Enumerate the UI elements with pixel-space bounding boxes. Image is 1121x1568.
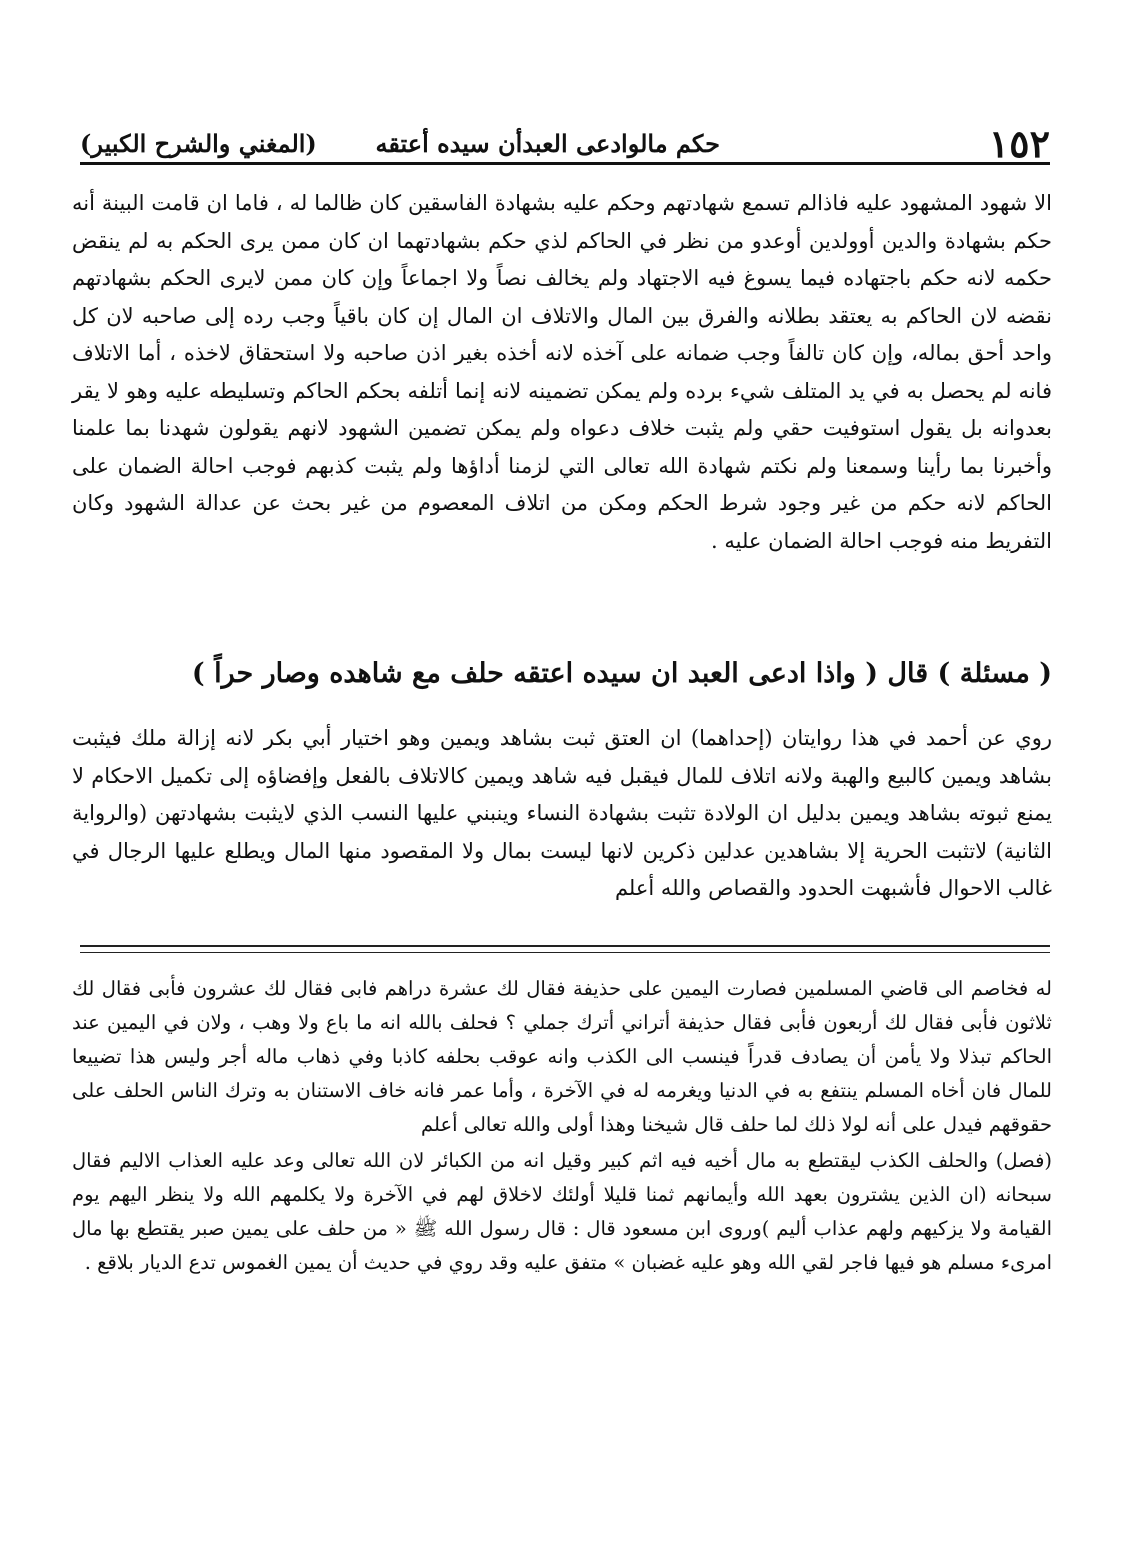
main-text-mid (72, 720, 1052, 908)
chapter-title: حكم مالوادعى العبدأن سيده أعتقه (375, 129, 720, 158)
footnote-separator-thin (80, 952, 1050, 953)
main-paragraph-2: روي عن أحمد في هذا روايتان (إحداهما) ان العتق ثبت بشاهد ويمين وهو اختيار أبي بكر لانه إزالة ملك فيثبت بشاهد ويمين كالبيع والهبة ولانه اتلاف للمال فيقبل فيه شاهد ويمين كالاتلاف بالفعل وإفضاؤه إلى تكميل الاحكام لا يمنع ثبوته بشاهد ويمين بدليل ان الولادة تثبت بشهادة النساء وينبني عليها النسب الذي لايثبت بشهادتهن (والرواية الثانية) لاتثبت الحرية إلا بشاهدين عدلين ذكرين لانها ليست بمال ولا المقصود منها المال ويطلع عليها الرجال في غالب الاحوال فأشبهت الحدود والقصاص والله أعلم (72, 726, 1052, 900)
footnote-separator (80, 945, 1050, 947)
page-number: ١٥٢ (988, 121, 1050, 166)
footnotes (72, 972, 1052, 1280)
book-title: (المغني والشرح الكبير) (80, 129, 317, 158)
page-header (80, 120, 1050, 168)
header-rule (80, 162, 1050, 165)
main-paragraph-1: الا شهود المشهود عليه فاذالم تسمع شهادتهم وحكم عليه بشهادة الفاسقين كان ظالما له ، فاما ان قامت البينة أنه حكم بشهادة والدين أوولدين أوعدو من نظر في الحاكم لذي حكم بشهادتهما ان كان ممن يرى الحكم به لم ينقض حكمه لانه حكم باجتهاده فيما يسوغ فيه الاجتهاد ولم يخالف نصاً ولا اجماعاً وإن كان ممن لايرى الحكم بشهادتهم نقضه لان الحاكم به يعتقد بطلانه والفرق بين المال والاتلاف ان المال إن كان باقياً وجب رده إلى صاحبه لان كل واحد أحق بماله، وإن كان تالفاً وجب ضمانه على آخذه لانه أخذه بغير اذن صاحبه ولا استحقاق لاخذه ، أما الاتلاف فانه لم يحصل به في يد المتلف شيء برده ولم يمكن تضمينه لانه إنما أتلفه بحكم الحاكم وتسليطه عليه وهو لا يقر بعدوانه بل يقول استوفيت حقي ولم يثبت خلاف دعواه ولم يمكن تضمين الشهود لانهم يقولون شهدنا بما علمنا وأخبرنا بما رأينا وسمعنا ولم نكتم شهادة الله تعالى التي لزمنا أداؤها ولم يثبت كذبهم فوجب احالة الضمان على الحاكم لانه حكم من غير وجود شرط الحكم ومكن من اتلاف المعصوم من غير بحث عن عدالة الشهود وكان التفريط منه فوجب احالة الضمان عليه . (72, 191, 1052, 553)
footnote-paragraph-2: (فصل) والحلف الكذب ليقتطع به مال أخيه فيه اثم كبير وقيل انه من الكبائر لان الله تعالى وعد عليه العذاب الاليم فقال سبحانه (ان الذين يشترون بعهد الله وأيمانهم ثمنا قليلا أولئك لاخلاق لهم في الآخرة ولا يكلمهم الله ولا ينظر اليهم يوم القيامة ولا يزكيهم ولهم عذاب أليم )وروى ابن مسعود قال : قال رسول الله ﷺ « من حلف على يمين صبر يقتطع بها مال امرىء مسلم هو فيها فاجر لقي الله وهو عليه غضبان » متفق عليه وقد روي في حديث أن يمين الغموس تدع الديار بلاقع . (72, 1149, 1052, 1274)
main-text-top (72, 185, 1052, 560)
masala-heading: ( مسئلة ) قال ( واذا ادعى العبد ان سيده اعتقه حلف مع شاهده وصار حراً ) (191, 658, 1052, 689)
footnote-paragraph-1: له فخاصم الى قاضي المسلمين فصارت اليمين على حذيفة فقال لك عشرة دراهم فابى فقال لك عشرون فأبى فقال لك ثلاثون فأبى فقال لك أربعون فأبى فقال حذيفة أتراني أترك جملي ؟ فحلف بالله انه ما باع ولا وهب ، ولان في اليمين عند الحاكم تبذلا ولا يأمن أن يصادف قدراً فينسب الى الكذب وانه عوقب بحلفه كاذبا وفي ذهاب ماله أجر وليس هذا تضييعا للمال فان أخاه المسلم ينتفع به في الدنيا ويغرمه له في الآخرة ، وأما عمر فانه خاف الاستنان به وترك الناس الحلف على حقوقهم فيدل على أنه لولا ذلك لما حلف قال شيخنا وهذا أولى والله تعالى أعلم (72, 977, 1052, 1136)
